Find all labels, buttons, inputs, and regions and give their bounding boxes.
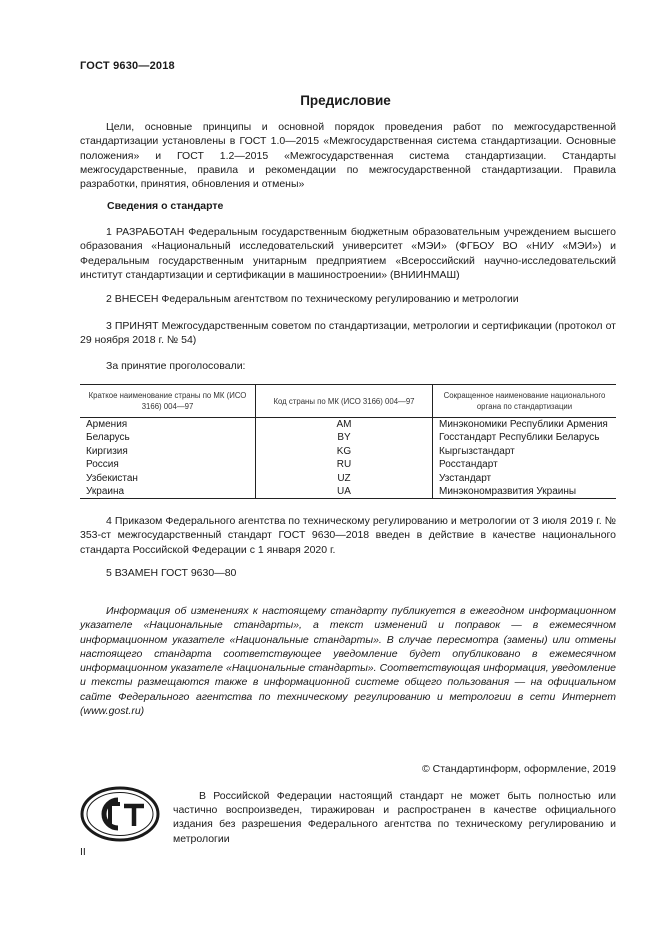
cell-body: Минэкономики Республики Армения bbox=[433, 418, 617, 432]
item-replaced bbox=[80, 566, 616, 580]
document-code-header: ГОСТ 9630—2018 bbox=[80, 60, 175, 72]
page-title: Предисловие bbox=[300, 93, 391, 108]
item-replaced-text: 5 ВЗАМЕН ГОСТ 9630—80 bbox=[106, 567, 237, 579]
foreword-intro bbox=[80, 120, 616, 191]
cell-code: AM bbox=[256, 418, 433, 432]
cell-code: UZ bbox=[256, 472, 433, 485]
voted-label-text: За принятие проголосовали: bbox=[106, 360, 246, 372]
cell-code: UA bbox=[256, 485, 433, 499]
vote-table-header-row bbox=[80, 385, 616, 418]
table-row bbox=[80, 458, 616, 471]
gost-r-logo-icon bbox=[80, 786, 160, 842]
item-adopted bbox=[80, 319, 616, 348]
page-number: II bbox=[80, 846, 86, 858]
cell-body: Госстандарт Республики Беларусь bbox=[433, 431, 617, 444]
table-row bbox=[80, 431, 616, 444]
table-row bbox=[80, 472, 616, 485]
header-code: Код страны по МК (ИСО 3166) 004—97 bbox=[256, 385, 433, 418]
cell-country: Армения bbox=[86, 419, 128, 430]
cell-body: Росстандарт bbox=[433, 458, 617, 471]
item-introduced-text: 2 ВНЕСЕН Федеральным агентством по техническому регулированию и метрологии bbox=[106, 293, 519, 305]
cell-country: Узбекистан bbox=[86, 472, 138, 484]
header-country: Краткое наименование страны по МК (ИСО 3166) 004—97 bbox=[80, 385, 256, 418]
foreword-intro-text: Цели, основные принципы и основной порядок проведения работ по межгосударственной стандартизации установлены в ГОСТ 1.0—2015 «Межгосударственная система стандартизации. Основные положения» и ГОСТ 1.2—2015 «Межгосударственная система стандартизации. Стандарты межгосударственные, правила и рекомендации по межгосударственной стандартизации. Правила разработки, принятия, обновления и отмены» bbox=[80, 121, 616, 191]
item-developed-text: 1 РАЗРАБОТАН Федеральным государственным бюджетным образовательным учреждением высшего образования «Национальный исследовательский университет «МЭИ» (ФГБОУ ВО «НИУ «МЭИ») и Федеральным государственным унитарным предприятием «Всероссийский научно-исследовательский институт стандартизации и сертификации в машиностроении» (ВНИИНМАШ) bbox=[80, 226, 616, 281]
cell-body: Кыргызстандарт bbox=[433, 445, 617, 458]
header-body: Сокращенное наименование национального органа по стандартизации bbox=[433, 385, 617, 418]
table-row bbox=[80, 445, 616, 458]
cell-country: Киргизия bbox=[86, 445, 128, 457]
table-row bbox=[80, 418, 616, 432]
item-introduced bbox=[80, 292, 616, 306]
table-row bbox=[80, 485, 616, 499]
rf-reproduction-notice-text: В Российской Федерации настоящий стандарт не может быть полностью или частично воспроизведен, тиражирован и распространен в качестве официального издания без разрешения Федерального агентства по техническому регулированию и метрологии bbox=[173, 790, 616, 845]
item-order-text: 4 Приказом Федерального агентства по техническому регулированию и метрологии от 3 июля 2019 г. № 353-ст межгосударственный стандарт ГОСТ 9630—2018 введен в действие в качестве национального стандарта Российской Федерации с 1 января 2020 г. bbox=[80, 515, 616, 556]
cell-body: Минэкономразвития Украины bbox=[433, 485, 617, 499]
cell-country: Украина bbox=[80, 485, 256, 499]
cell-country: Россия bbox=[86, 459, 119, 471]
voted-label bbox=[80, 359, 616, 373]
copyright-line: © Стандартинформ, оформление, 2019 bbox=[421, 763, 616, 775]
cell-code: KG bbox=[256, 445, 433, 458]
change-info-notice bbox=[80, 604, 616, 718]
vote-table bbox=[80, 384, 616, 499]
item-order bbox=[80, 514, 616, 557]
cell-code: RU bbox=[256, 458, 433, 471]
item-adopted-text: 3 ПРИНЯТ Межгосударственным советом по стандартизации, метрологии и сертификации (протокол от 29 ноября 2018 г. № 54) bbox=[80, 320, 616, 347]
cell-code: BY bbox=[256, 431, 433, 444]
info-heading: Сведения о стандарте bbox=[107, 200, 224, 212]
item-developed bbox=[80, 225, 616, 282]
rf-reproduction-notice bbox=[173, 789, 616, 846]
cell-country: Беларусь bbox=[86, 432, 130, 444]
change-info-notice-text: Информация об изменениях к настоящему стандарту публикуется в ежегодном информационном указателе «Национальные стандарты», а текст изменений и поправок — в ежемесячном информационном указателе «Национальные стандарты». В случае пересмотра (замены) или отмены настоящего стандарта соответствующее уведомление будет опубликовано в ежемесячном информационном указателе «Национальные стандарты». Соответствующая информация, уведомление и тексты размещаются также в информационной системе общего пользования — на официальном сайте Федерального агентства по техническому регулированию и метрологии в сети Интернет (www.gost.ru) bbox=[80, 605, 616, 718]
cell-body: Узстандарт bbox=[433, 472, 617, 485]
